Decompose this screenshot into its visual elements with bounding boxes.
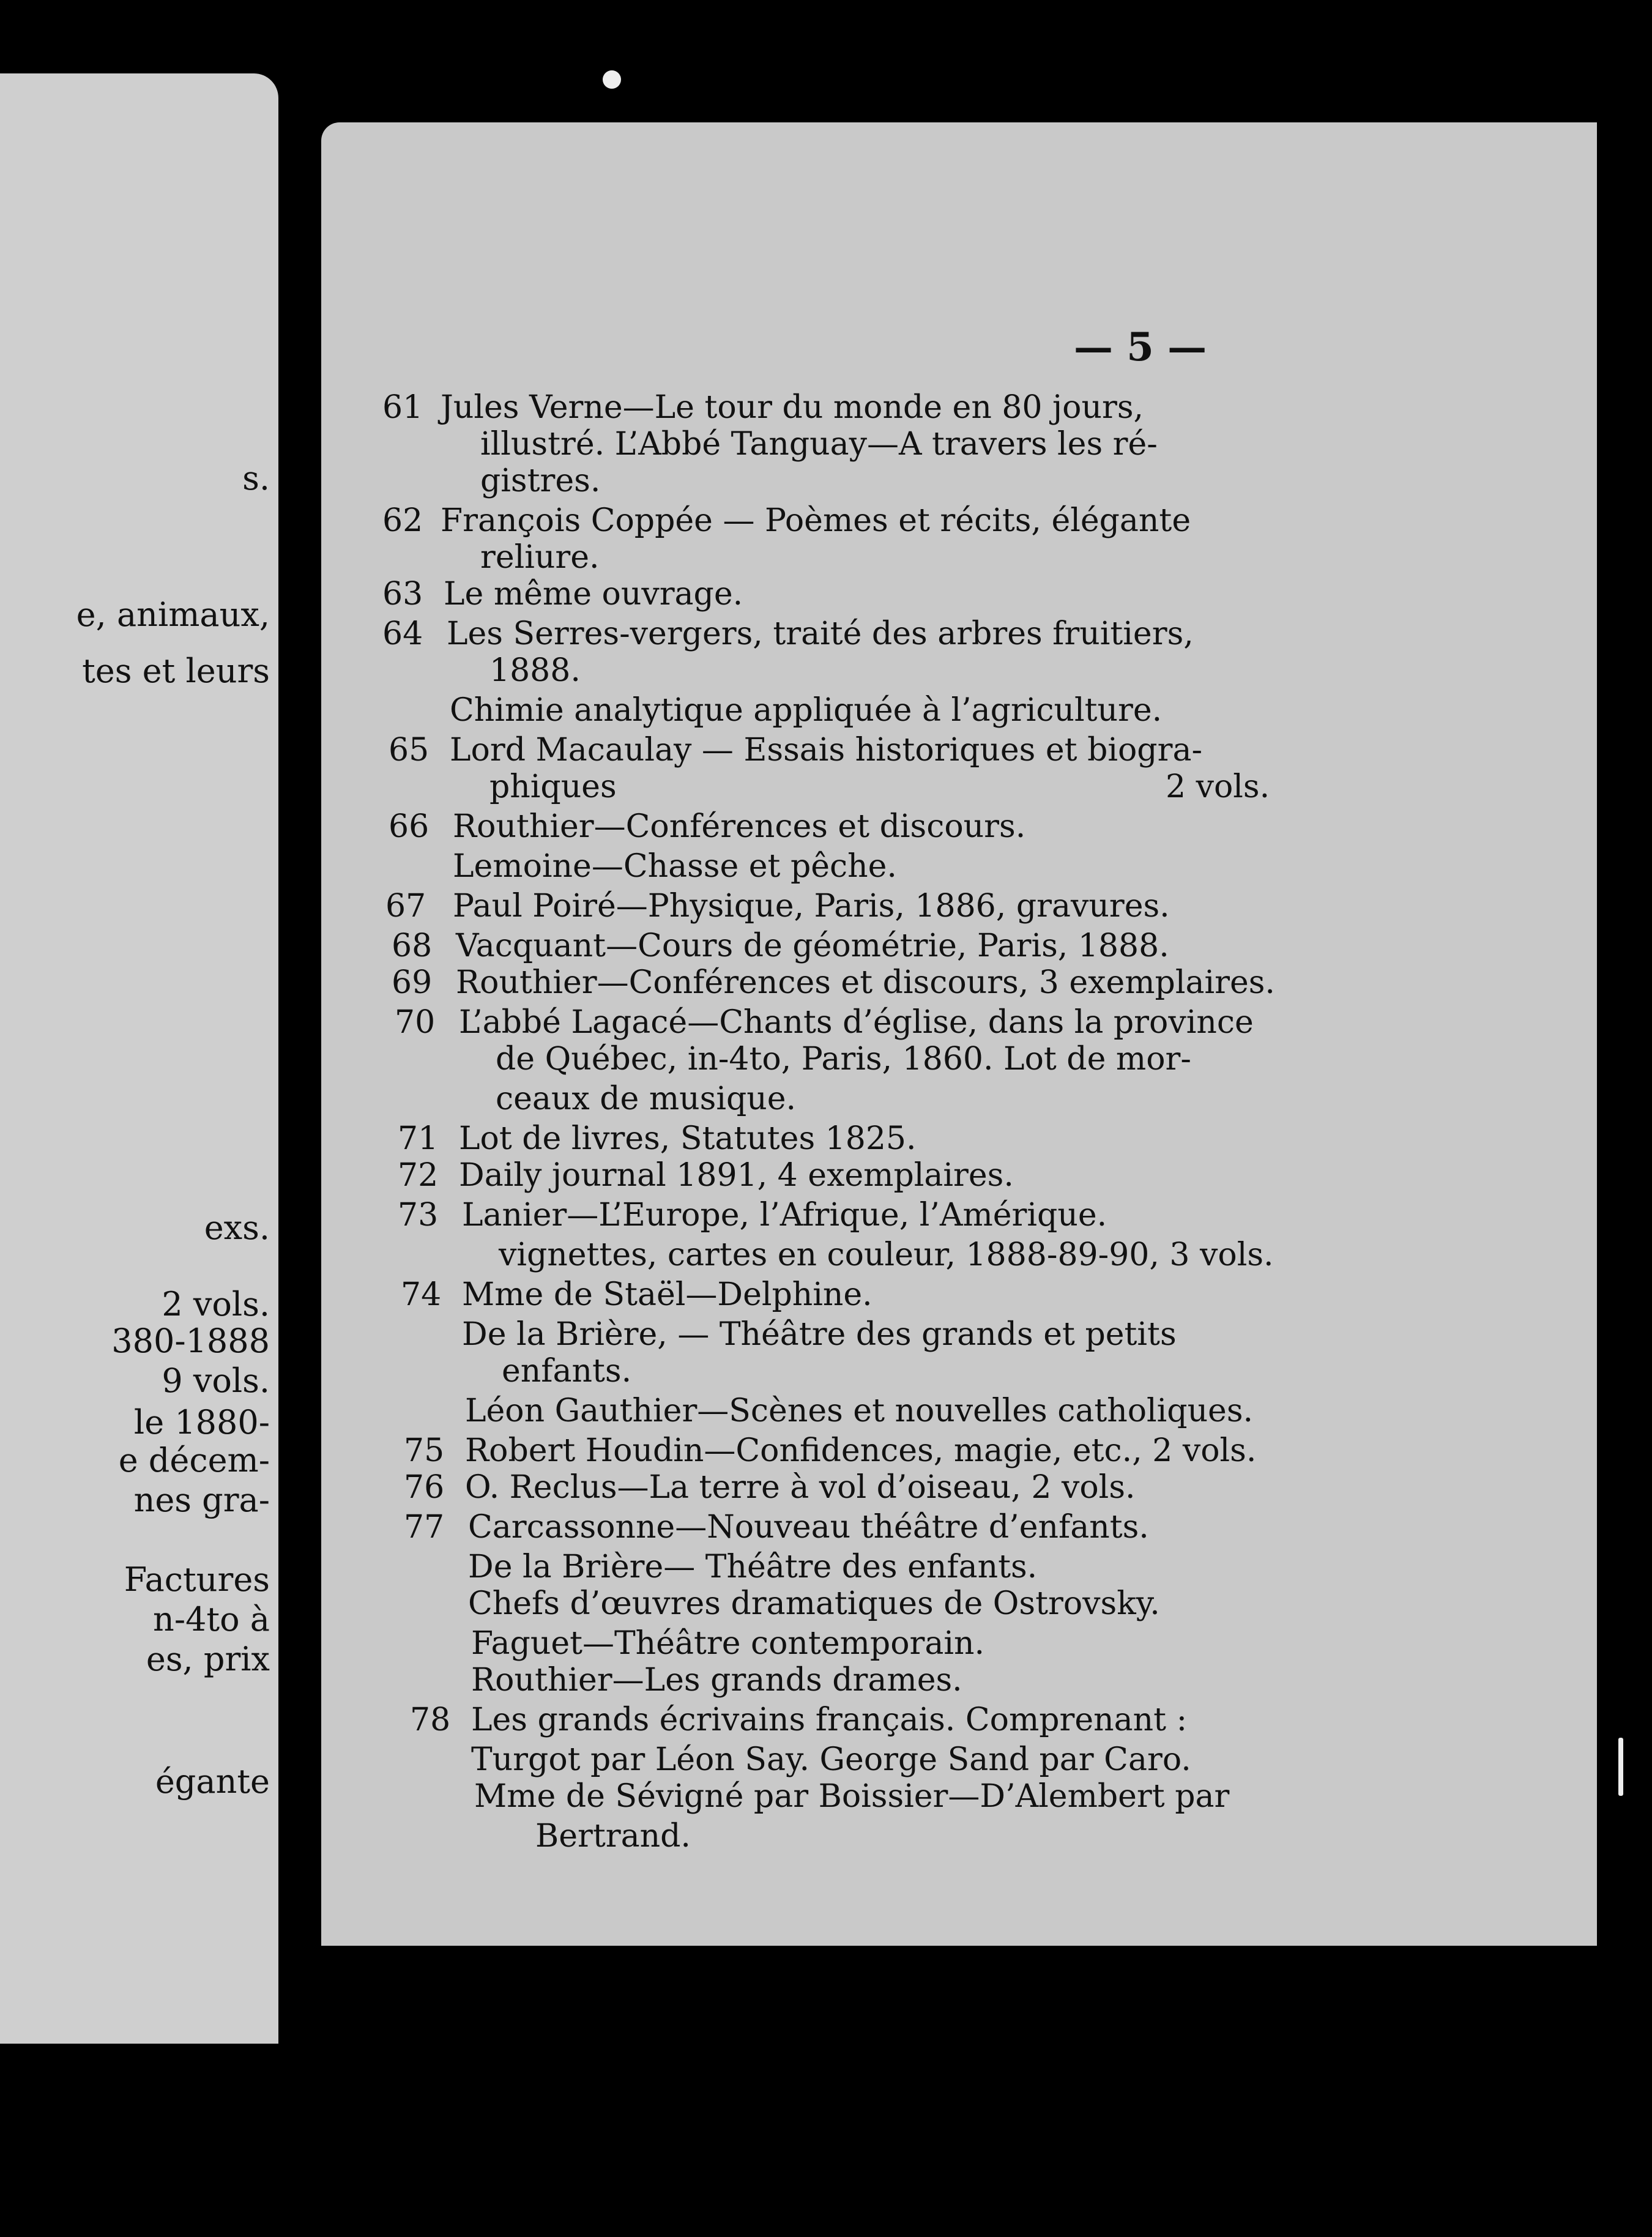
entry-text: Jules Verne—Le tour du monde en 80 jours, (441, 389, 1144, 426)
entry-number: 65 (389, 732, 430, 769)
left-page-line: tes et leurs (82, 652, 270, 690)
entry-text: Robert Houdin—Confidences, magie, etc., 2 vols. (465, 1432, 1257, 1469)
entry-text: François Coppée — Poèmes et récits, élégante (441, 502, 1191, 539)
edge-mark (1618, 1738, 1623, 1796)
entry-number: 70 (395, 1004, 436, 1041)
entry-text: 1888. (489, 652, 581, 689)
entry-text: Routhier—Conférences et discours. (453, 808, 1026, 845)
entry-text: De la Brière, — Théâtre des grands et petits (462, 1316, 1177, 1353)
entry-text: Turgot par Léon Say. George Sand par Caro. (471, 1741, 1191, 1778)
left-page-line: 9 vols. (162, 1361, 270, 1400)
entry-text: Paul Poiré—Physique, Paris, 1886, gravures. (453, 888, 1170, 925)
entry-number: 71 (398, 1120, 439, 1157)
entry-text: Le même ouvrage. (444, 576, 743, 612)
entry-text: O. Reclus—La terre à vol d’oiseau, 2 vols. (465, 1469, 1136, 1506)
entry-number: 61 (382, 389, 423, 426)
entry-number: 63 (382, 576, 423, 612)
entry-text: Mme de Sévigné par Boissier—D’Alembert par (474, 1778, 1230, 1815)
entry-text: reliure. (480, 539, 600, 576)
page-number: — 5 — (1074, 324, 1207, 370)
entry-number: 74 (401, 1276, 442, 1313)
catalogue-page (321, 122, 1597, 1946)
entry-text: Mme de Staël—Delphine. (462, 1276, 873, 1313)
entry-number: 68 (392, 928, 433, 964)
entry-number: 62 (382, 502, 423, 539)
entry-number: 75 (404, 1432, 445, 1469)
entry-text: gistres. (480, 463, 601, 499)
entry-number: 76 (404, 1469, 445, 1506)
entry-text: ceaux de musique. (496, 1081, 797, 1117)
entry-text: Léon Gauthier—Scènes et nouvelles catholiques. (465, 1393, 1254, 1429)
entry-text: Bertrand. (535, 1818, 691, 1855)
entry-text: illustré. L’Abbé Tanguay—A travers les ré- (480, 426, 1158, 463)
entry-text: Routhier—Les grands drames. (471, 1662, 962, 1699)
paper-speck (603, 70, 621, 89)
left-page-line: Factures (124, 1560, 270, 1599)
entry-text: Lot de livres, Statutes 1825. (459, 1120, 917, 1157)
entry-text: Routhier—Conférences et discours, 3 exemplaires. (456, 964, 1275, 1001)
facing-page-fragment (0, 73, 278, 2044)
entry-text: Carcassonne—Nouveau théâtre d’enfants. (468, 1509, 1149, 1546)
left-page-line: le 1880- (133, 1403, 270, 1442)
entry-text: Lord Macaulay — Essais historiques et biogra- (450, 732, 1203, 769)
left-page-line: n-4to à (153, 1600, 270, 1639)
left-page-line: e décem- (118, 1441, 270, 1480)
left-page-line: 2 vols. (162, 1285, 270, 1323)
entry-number: 67 (385, 888, 426, 925)
entry-text: Les Serres-vergers, traité des arbres fruitiers, (447, 616, 1194, 652)
entry-text: L’abbé Lagacé—Chants d’église, dans la province (459, 1004, 1254, 1041)
entry-text: Faguet—Théâtre contemporain. (471, 1625, 985, 1662)
entry-text: Les grands écrivains français. Comprenant : (471, 1702, 1188, 1738)
left-page-line: e, animaux, (76, 595, 270, 634)
entry-text: Daily journal 1891, 4 exemplaires. (459, 1157, 1014, 1194)
entry-text: Lemoine—Chasse et pêche. (453, 848, 897, 885)
left-page-line: s. (242, 459, 270, 497)
entry-number: 66 (389, 808, 430, 845)
entry-text: Vacquant—Cours de géométrie, Paris, 1888. (456, 928, 1169, 964)
entry-number: 72 (398, 1157, 439, 1194)
entry-text: De la Brière— Théâtre des enfants. (468, 1549, 1038, 1585)
entry-text: Lanier—L’Europe, l’Afrique, l’Amérique. (462, 1197, 1107, 1234)
entry-text: vignettes, cartes en couleur, 1888-89-90, 3 vols. (499, 1237, 1274, 1273)
entry-text: Chimie analytique appliquée à l’agriculture. (450, 692, 1163, 729)
left-page-line: exs. (204, 1208, 270, 1247)
entry-number: 69 (392, 964, 433, 1001)
entry-number: 73 (398, 1197, 439, 1234)
entry-text: phiques (489, 769, 617, 805)
entry-text: Chefs d’œuvres dramatiques de Ostrovsky. (468, 1585, 1160, 1622)
entry-number: 78 (410, 1702, 451, 1738)
entry-text: enfants. (502, 1353, 632, 1390)
entry-number: 64 (382, 616, 423, 652)
left-page-line: égante (155, 1762, 270, 1801)
entry-text: 2 vols. (1166, 769, 1270, 805)
left-page-line: es, prix (146, 1640, 270, 1678)
left-page-line: 380-1888 (111, 1322, 270, 1360)
left-page-line: nes gra- (133, 1481, 270, 1519)
entry-number: 77 (404, 1509, 445, 1546)
entry-text: de Québec, in-4to, Paris, 1860. Lot de mor- (496, 1041, 1191, 1078)
